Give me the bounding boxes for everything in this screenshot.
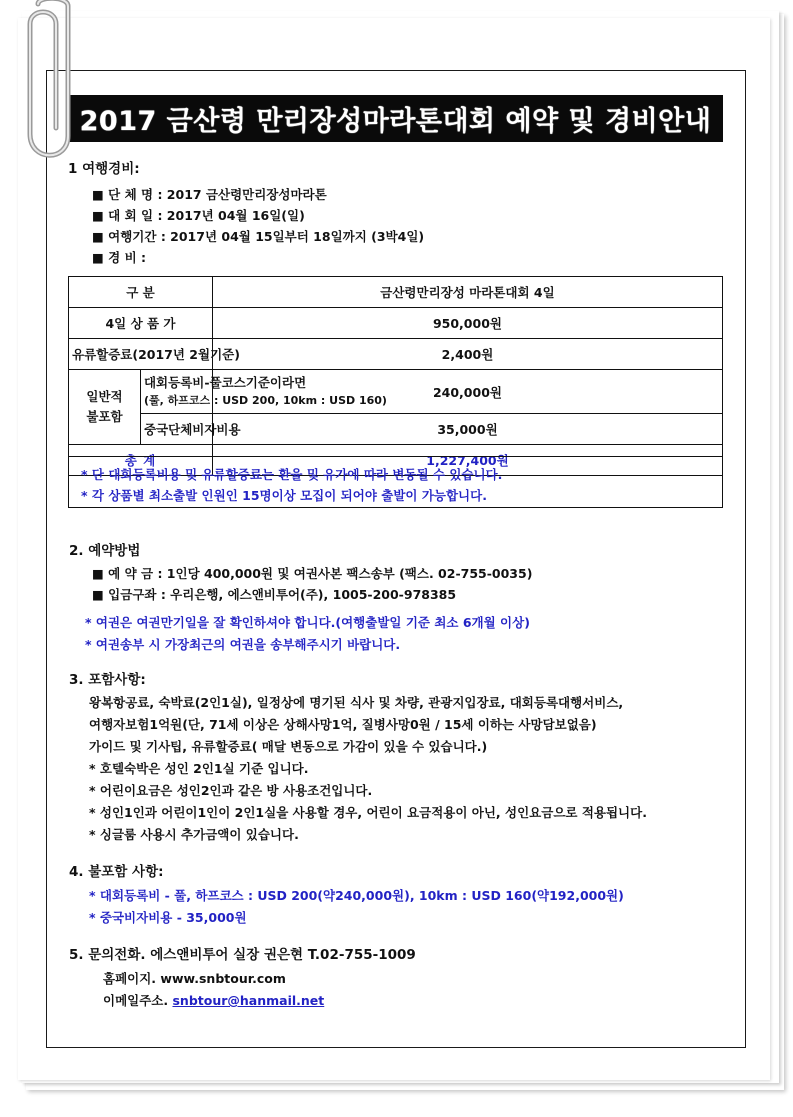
section3-note-3: * 싱글룸 사용시 추가금액이 있습니다. xyxy=(89,827,299,842)
section5-heading: 5. 문의전화. 에스앤비투어 실장 권은현 T.02-755-1009 xyxy=(69,947,416,963)
section1-heading: 1 여행경비: xyxy=(68,161,140,177)
paperclip-icon xyxy=(16,0,86,186)
group-label-line1: 일반적 xyxy=(86,389,123,404)
section5-email-row xyxy=(103,990,324,1012)
row-value-fuel-surcharge: 2,400원 xyxy=(212,339,722,370)
section4-note-1: * 중국비자비용 - 35,000원 xyxy=(89,910,247,925)
table-header-value: 금산령만리장성 마라톤대회 4일 xyxy=(212,277,722,308)
section3-heading: 3. 포함사항: xyxy=(69,672,146,688)
section2-note-1: * 여권송부 시 가장최근의 여권을 송부해주시기 바랍니다. xyxy=(85,637,401,652)
section4-note-0: * 대회등록비 - 풀, 하프코스 : USD 200(약240,000원), 10km : USD 160(약192,000원) xyxy=(89,888,624,903)
email-link[interactable]: snbtour@hanmail.net xyxy=(172,993,325,1008)
section3-body-0: 왕복항공료, 숙박료(2인1실), 일정상에 명기된 식사 및 차량, 관광지입장료, 대회등록대행서비스, xyxy=(89,695,624,710)
section3-note-1: * 어린이요금은 성인2인과 같은 방 사용조건입니다. xyxy=(89,783,373,798)
row-group-label-excluded xyxy=(69,370,141,445)
section3-note-0: * 호텔숙박은 성인 2인1실 기준 입니다. xyxy=(89,761,309,776)
section1-item-1: ■ 대 회 일 : 2017년 04월 16일(일) xyxy=(92,208,305,223)
table-header-label: 구 분 xyxy=(69,277,213,308)
section2-item-1: ■ 입금구좌 : 우리은행, 에스앤비투어(주), 1005-200-978385 xyxy=(92,587,457,602)
row-label-fuel-surcharge: 유류할증료(2017년 2월기준) xyxy=(69,339,213,370)
table-note-1: * 각 상품별 최소출발 인원인 15명이상 모집이 되어야 출발이 가능합니다. xyxy=(81,488,487,503)
title-banner xyxy=(68,95,723,142)
group-label-line2: 불포함 xyxy=(86,409,123,424)
total-label: 총 계 xyxy=(69,445,213,476)
table-header-row xyxy=(69,277,723,308)
table-row xyxy=(69,414,723,445)
table-row xyxy=(69,370,723,414)
section1-item-0: ■ 단 체 명 : 2017 금산령만리장성마라톤 xyxy=(92,187,327,202)
row-value-product-price: 950,000원 xyxy=(212,308,722,339)
entry-fee-line1: 대회등록비-풀코스기준이라면 xyxy=(143,375,307,390)
section2-item-0: ■ 예 약 금 : 1인당 400,000원 및 여권사본 팩스송부 (팩스. 02-755-0035) xyxy=(92,566,533,581)
table-row xyxy=(69,308,723,339)
row-label-product-price: 4일 상 품 가 xyxy=(69,308,213,339)
entry-fee-line2: (풀, 하프코스 : USD 200, 10km : USD 160) xyxy=(143,394,387,407)
row-label-china-visa: 중국단체비자비용 xyxy=(140,414,212,445)
section2-heading: 2. 예약방법 xyxy=(69,543,141,559)
page-title: 2017 금산령 만리장성마라톤대회 예약 및 경비안내 xyxy=(79,106,712,137)
table-row xyxy=(69,339,723,370)
section2-note-0: * 여권은 여권만기일을 잘 확인하셔야 합니다.(여행출발일 기준 최소 6개월 이상) xyxy=(85,615,530,630)
section3-note-2: * 성인1인과 어린이1인이 2인1실을 사용할 경우, 어린이 요금적용이 아닌, 성인요금으로 적용됩니다. xyxy=(89,805,647,820)
table-note-0: * 단 대회등록비용 및 유류할증료는 환율 및 유가에 따라 변동될 수 있습니다. xyxy=(81,467,503,482)
row-value-china-visa: 35,000원 xyxy=(212,414,722,445)
row-label-entry-fee xyxy=(140,370,387,414)
cost-table xyxy=(68,276,723,476)
section1-item-3: ■ 경 비 : xyxy=(92,250,147,265)
section3-body-2: 가이드 및 기사팁, 유류할증료( 매달 변동으로 가감이 있을 수 있습니다.) xyxy=(89,739,488,754)
total-value: 1,227,400원 xyxy=(212,445,722,476)
document-frame xyxy=(46,70,746,1048)
email-label: 이메일주소. xyxy=(103,993,169,1008)
row-value-entry-fee: 240,000원 xyxy=(212,370,722,414)
section4-heading: 4. 불포함 사항: xyxy=(69,864,164,880)
section5-homepage: 홈페이지. www.snbtour.com xyxy=(103,971,286,986)
table-notes-box xyxy=(68,456,723,508)
section3-body-1: 여행자보험1억원(단, 71세 이상은 상해사망1억, 질병사망0원 / 15세 이하는 사망담보없음) xyxy=(89,717,597,732)
section1-item-2: ■ 여행기간 : 2017년 04월 15일부터 18일까지 (3박4일) xyxy=(92,229,425,244)
